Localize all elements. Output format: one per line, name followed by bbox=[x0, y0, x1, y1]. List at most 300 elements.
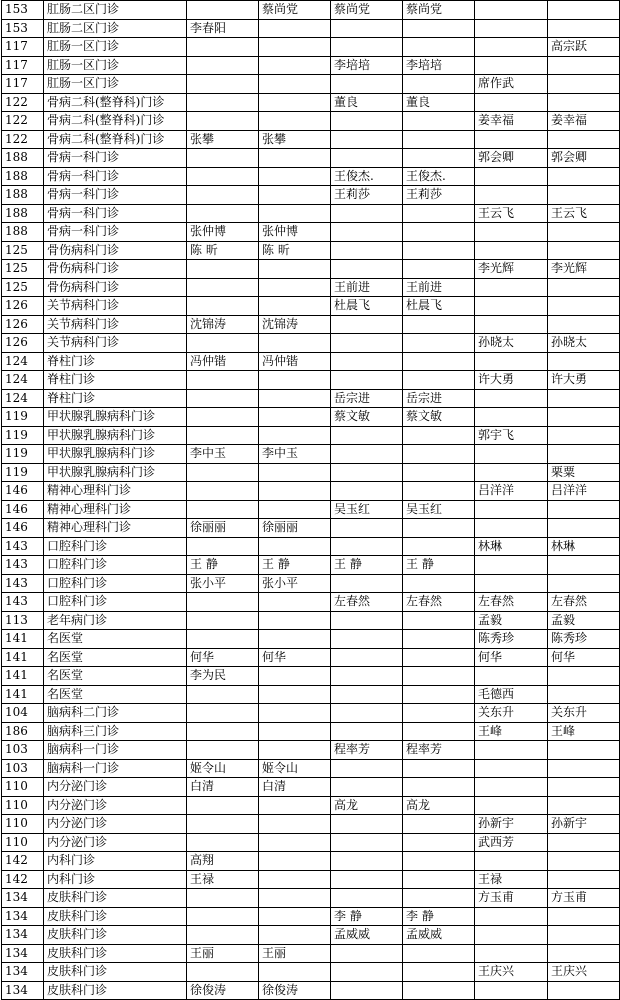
slot-3-cell bbox=[331, 445, 403, 464]
table-row bbox=[2, 741, 620, 760]
slot-2-cell bbox=[259, 611, 331, 630]
slot-2-cell bbox=[259, 796, 331, 815]
department-cell: 肛肠一区门诊 bbox=[44, 56, 187, 75]
slot-5-cell: 王禄 bbox=[475, 870, 548, 889]
table-row bbox=[2, 482, 620, 501]
table-row bbox=[2, 93, 620, 112]
room-number-cell: 119 bbox=[2, 445, 44, 464]
slot-2-cell bbox=[259, 19, 331, 38]
slot-6-cell bbox=[548, 426, 620, 445]
slot-3-cell bbox=[331, 778, 403, 797]
slot-6-cell bbox=[548, 926, 620, 945]
slot-2-cell bbox=[259, 389, 331, 408]
room-number-cell: 146 bbox=[2, 500, 44, 519]
room-number-cell: 188 bbox=[2, 223, 44, 242]
slot-5-cell bbox=[475, 389, 548, 408]
room-number-cell: 122 bbox=[2, 93, 44, 112]
slot-3-cell bbox=[331, 852, 403, 871]
slot-2-cell: 蔡尚党 bbox=[259, 1, 331, 20]
room-number-cell: 134 bbox=[2, 963, 44, 982]
slot-5-cell: 郭会卿 bbox=[475, 149, 548, 168]
slot-2-cell bbox=[259, 704, 331, 723]
slot-1-cell bbox=[187, 815, 259, 834]
slot-5-cell: 陈秀珍 bbox=[475, 630, 548, 649]
slot-1-cell bbox=[187, 1, 259, 20]
slot-3-cell bbox=[331, 685, 403, 704]
slot-4-cell: 孟威威 bbox=[403, 926, 475, 945]
department-cell: 皮肤科门诊 bbox=[44, 944, 187, 963]
slot-4-cell bbox=[403, 944, 475, 963]
slot-2-cell: 何华 bbox=[259, 648, 331, 667]
slot-1-cell bbox=[187, 963, 259, 982]
slot-5-cell: 李光辉 bbox=[475, 260, 548, 279]
slot-4-cell bbox=[403, 667, 475, 686]
slot-4-cell: 吴玉红 bbox=[403, 500, 475, 519]
slot-3-cell bbox=[331, 519, 403, 538]
department-cell: 肛肠二区门诊 bbox=[44, 1, 187, 20]
slot-1-cell: 王丽 bbox=[187, 944, 259, 963]
slot-4-cell: 王前进 bbox=[403, 278, 475, 297]
slot-6-cell: 李光辉 bbox=[548, 260, 620, 279]
slot-1-cell bbox=[187, 537, 259, 556]
slot-5-cell: 左春然 bbox=[475, 593, 548, 612]
slot-2-cell bbox=[259, 75, 331, 94]
slot-3-cell: 王 静 bbox=[331, 556, 403, 575]
department-cell: 骨病一科门诊 bbox=[44, 223, 187, 242]
slot-4-cell bbox=[403, 611, 475, 630]
slot-1-cell bbox=[187, 926, 259, 945]
slot-5-cell bbox=[475, 19, 548, 38]
slot-6-cell: 关东升 bbox=[548, 704, 620, 723]
department-cell: 皮肤科门诊 bbox=[44, 926, 187, 945]
slot-2-cell bbox=[259, 204, 331, 223]
slot-3-cell bbox=[331, 371, 403, 390]
slot-1-cell bbox=[187, 38, 259, 57]
room-number-cell: 110 bbox=[2, 833, 44, 852]
department-cell: 名医堂 bbox=[44, 685, 187, 704]
slot-6-cell bbox=[548, 852, 620, 871]
room-number-cell: 142 bbox=[2, 852, 44, 871]
table-row bbox=[2, 889, 620, 908]
slot-1-cell: 陈 昕 bbox=[187, 241, 259, 260]
slot-4-cell bbox=[403, 482, 475, 501]
slot-2-cell: 冯仲锴 bbox=[259, 352, 331, 371]
slot-3-cell bbox=[331, 981, 403, 1000]
slot-4-cell bbox=[403, 519, 475, 538]
department-cell: 内科门诊 bbox=[44, 870, 187, 889]
slot-3-cell bbox=[331, 112, 403, 131]
slot-3-cell: 高龙 bbox=[331, 796, 403, 815]
slot-2-cell bbox=[259, 334, 331, 353]
table-row bbox=[2, 593, 620, 612]
slot-1-cell bbox=[187, 593, 259, 612]
slot-4-cell bbox=[403, 19, 475, 38]
slot-6-cell: 许大勇 bbox=[548, 371, 620, 390]
slot-5-cell: 孟毅 bbox=[475, 611, 548, 630]
slot-6-cell bbox=[548, 907, 620, 926]
slot-5-cell: 方玉甫 bbox=[475, 889, 548, 908]
slot-3-cell bbox=[331, 241, 403, 260]
slot-2-cell: 李中玉 bbox=[259, 445, 331, 464]
slot-4-cell bbox=[403, 722, 475, 741]
slot-6-cell bbox=[548, 685, 620, 704]
slot-6-cell: 何华 bbox=[548, 648, 620, 667]
slot-4-cell bbox=[403, 981, 475, 1000]
slot-3-cell: 岳宗进 bbox=[331, 389, 403, 408]
slot-6-cell bbox=[548, 130, 620, 149]
slot-2-cell: 张攀 bbox=[259, 130, 331, 149]
department-cell: 内分泌门诊 bbox=[44, 815, 187, 834]
department-cell: 骨病二科(整脊科)门诊 bbox=[44, 112, 187, 131]
slot-4-cell bbox=[403, 685, 475, 704]
table-row bbox=[2, 186, 620, 205]
slot-1-cell: 何华 bbox=[187, 648, 259, 667]
department-cell: 肛肠一区门诊 bbox=[44, 38, 187, 57]
room-number-cell: 103 bbox=[2, 741, 44, 760]
slot-2-cell bbox=[259, 186, 331, 205]
slot-3-cell bbox=[331, 482, 403, 501]
slot-5-cell bbox=[475, 796, 548, 815]
room-number-cell: 141 bbox=[2, 667, 44, 686]
table-row bbox=[2, 907, 620, 926]
slot-2-cell bbox=[259, 537, 331, 556]
department-cell: 脑病科三门诊 bbox=[44, 722, 187, 741]
table-row bbox=[2, 75, 620, 94]
slot-4-cell bbox=[403, 574, 475, 593]
table-row bbox=[2, 426, 620, 445]
slot-3-cell bbox=[331, 630, 403, 649]
slot-6-cell: 孟毅 bbox=[548, 611, 620, 630]
slot-3-cell: 王莉莎 bbox=[331, 186, 403, 205]
slot-4-cell: 王 静 bbox=[403, 556, 475, 575]
table-row bbox=[2, 852, 620, 871]
room-number-cell: 188 bbox=[2, 167, 44, 186]
table-row bbox=[2, 685, 620, 704]
room-number-cell: 117 bbox=[2, 75, 44, 94]
slot-5-cell: 王庆兴 bbox=[475, 963, 548, 982]
slot-1-cell bbox=[187, 833, 259, 852]
table-row bbox=[2, 19, 620, 38]
slot-5-cell bbox=[475, 130, 548, 149]
table-row bbox=[2, 722, 620, 741]
schedule-table-body bbox=[2, 1, 620, 1000]
slot-5-cell bbox=[475, 93, 548, 112]
slot-2-cell: 徐丽丽 bbox=[259, 519, 331, 538]
slot-1-cell: 高翔 bbox=[187, 852, 259, 871]
department-cell: 骨伤病科门诊 bbox=[44, 260, 187, 279]
table-row bbox=[2, 759, 620, 778]
department-cell: 皮肤科门诊 bbox=[44, 981, 187, 1000]
slot-3-cell: 吴玉红 bbox=[331, 500, 403, 519]
room-number-cell: 143 bbox=[2, 556, 44, 575]
department-cell: 老年病门诊 bbox=[44, 611, 187, 630]
department-cell: 口腔科门诊 bbox=[44, 556, 187, 575]
slot-4-cell bbox=[403, 130, 475, 149]
table-row bbox=[2, 463, 620, 482]
slot-5-cell: 郭宇飞 bbox=[475, 426, 548, 445]
slot-6-cell bbox=[548, 667, 620, 686]
slot-3-cell: 杜晨飞 bbox=[331, 297, 403, 316]
department-cell: 肛肠二区门诊 bbox=[44, 19, 187, 38]
slot-1-cell bbox=[187, 482, 259, 501]
slot-1-cell: 姬令山 bbox=[187, 759, 259, 778]
room-number-cell: 122 bbox=[2, 112, 44, 131]
slot-3-cell: 李 静 bbox=[331, 907, 403, 926]
slot-3-cell bbox=[331, 426, 403, 445]
slot-5-cell bbox=[475, 944, 548, 963]
slot-5-cell bbox=[475, 519, 548, 538]
slot-1-cell bbox=[187, 186, 259, 205]
room-number-cell: 146 bbox=[2, 482, 44, 501]
slot-4-cell: 杜晨飞 bbox=[403, 297, 475, 316]
slot-2-cell bbox=[259, 926, 331, 945]
slot-2-cell bbox=[259, 278, 331, 297]
department-cell: 甲状腺乳腺病科门诊 bbox=[44, 445, 187, 464]
slot-3-cell bbox=[331, 75, 403, 94]
slot-4-cell bbox=[403, 445, 475, 464]
room-number-cell: 153 bbox=[2, 19, 44, 38]
department-cell: 骨伤病科门诊 bbox=[44, 278, 187, 297]
table-row bbox=[2, 704, 620, 723]
slot-2-cell bbox=[259, 500, 331, 519]
slot-1-cell: 白清 bbox=[187, 778, 259, 797]
room-number-cell: 103 bbox=[2, 759, 44, 778]
department-cell: 精神心理科门诊 bbox=[44, 500, 187, 519]
slot-6-cell: 王峰 bbox=[548, 722, 620, 741]
slot-6-cell bbox=[548, 241, 620, 260]
table-row bbox=[2, 926, 620, 945]
room-number-cell: 110 bbox=[2, 778, 44, 797]
table-row bbox=[2, 630, 620, 649]
table-row bbox=[2, 667, 620, 686]
slot-2-cell: 沈锦涛 bbox=[259, 315, 331, 334]
room-number-cell: 117 bbox=[2, 38, 44, 57]
slot-3-cell bbox=[331, 130, 403, 149]
slot-2-cell: 王 静 bbox=[259, 556, 331, 575]
slot-2-cell: 王丽 bbox=[259, 944, 331, 963]
slot-3-cell bbox=[331, 352, 403, 371]
slot-1-cell bbox=[187, 260, 259, 279]
slot-4-cell: 李 静 bbox=[403, 907, 475, 926]
slot-1-cell: 徐俊涛 bbox=[187, 981, 259, 1000]
slot-1-cell bbox=[187, 204, 259, 223]
slot-1-cell bbox=[187, 371, 259, 390]
slot-3-cell: 董良 bbox=[331, 93, 403, 112]
department-cell: 内分泌门诊 bbox=[44, 778, 187, 797]
slot-5-cell: 孙晓太 bbox=[475, 334, 548, 353]
slot-2-cell bbox=[259, 56, 331, 75]
slot-2-cell bbox=[259, 593, 331, 612]
slot-5-cell bbox=[475, 778, 548, 797]
slot-3-cell: 左春然 bbox=[331, 593, 403, 612]
slot-3-cell: 王俊杰. bbox=[331, 167, 403, 186]
department-cell: 骨病二科(整脊科)门诊 bbox=[44, 130, 187, 149]
slot-6-cell bbox=[548, 741, 620, 760]
slot-6-cell bbox=[548, 500, 620, 519]
slot-5-cell bbox=[475, 926, 548, 945]
slot-6-cell: 孙晓太 bbox=[548, 334, 620, 353]
slot-6-cell bbox=[548, 167, 620, 186]
table-row bbox=[2, 352, 620, 371]
slot-6-cell bbox=[548, 93, 620, 112]
slot-4-cell bbox=[403, 352, 475, 371]
slot-5-cell: 关东升 bbox=[475, 704, 548, 723]
table-row bbox=[2, 574, 620, 593]
slot-2-cell bbox=[259, 722, 331, 741]
table-row bbox=[2, 500, 620, 519]
slot-5-cell: 姜幸福 bbox=[475, 112, 548, 131]
slot-2-cell bbox=[259, 907, 331, 926]
slot-6-cell: 左春然 bbox=[548, 593, 620, 612]
slot-1-cell: 李春阳 bbox=[187, 19, 259, 38]
slot-1-cell: 李为民 bbox=[187, 667, 259, 686]
slot-1-cell bbox=[187, 389, 259, 408]
room-number-cell: 113 bbox=[2, 611, 44, 630]
slot-2-cell bbox=[259, 482, 331, 501]
slot-4-cell bbox=[403, 537, 475, 556]
table-row bbox=[2, 833, 620, 852]
slot-1-cell bbox=[187, 722, 259, 741]
slot-5-cell bbox=[475, 759, 548, 778]
slot-4-cell bbox=[403, 260, 475, 279]
slot-4-cell: 蔡文敏 bbox=[403, 408, 475, 427]
slot-4-cell: 高龙 bbox=[403, 796, 475, 815]
slot-2-cell: 张仲博 bbox=[259, 223, 331, 242]
slot-5-cell bbox=[475, 907, 548, 926]
table-row bbox=[2, 611, 620, 630]
slot-5-cell: 许大勇 bbox=[475, 371, 548, 390]
slot-5-cell bbox=[475, 500, 548, 519]
slot-6-cell bbox=[548, 75, 620, 94]
slot-4-cell bbox=[403, 463, 475, 482]
slot-3-cell bbox=[331, 149, 403, 168]
slot-5-cell bbox=[475, 556, 548, 575]
slot-5-cell bbox=[475, 223, 548, 242]
room-number-cell: 141 bbox=[2, 630, 44, 649]
slot-2-cell bbox=[259, 149, 331, 168]
slot-5-cell: 吕洋洋 bbox=[475, 482, 548, 501]
table-row bbox=[2, 796, 620, 815]
slot-2-cell bbox=[259, 297, 331, 316]
slot-3-cell: 程率芳 bbox=[331, 741, 403, 760]
room-number-cell: 188 bbox=[2, 186, 44, 205]
slot-2-cell bbox=[259, 852, 331, 871]
slot-2-cell: 张小平 bbox=[259, 574, 331, 593]
table-row bbox=[2, 56, 620, 75]
slot-5-cell bbox=[475, 297, 548, 316]
slot-4-cell bbox=[403, 889, 475, 908]
slot-2-cell bbox=[259, 667, 331, 686]
slot-4-cell bbox=[403, 334, 475, 353]
slot-4-cell bbox=[403, 778, 475, 797]
slot-4-cell bbox=[403, 815, 475, 834]
department-cell: 皮肤科门诊 bbox=[44, 907, 187, 926]
slot-3-cell bbox=[331, 537, 403, 556]
department-cell: 关节病科门诊 bbox=[44, 297, 187, 316]
slot-1-cell bbox=[187, 741, 259, 760]
department-cell: 脊柱门诊 bbox=[44, 389, 187, 408]
room-number-cell: 104 bbox=[2, 704, 44, 723]
slot-4-cell: 岳宗进 bbox=[403, 389, 475, 408]
slot-5-cell bbox=[475, 741, 548, 760]
slot-4-cell bbox=[403, 963, 475, 982]
slot-6-cell bbox=[548, 1, 620, 20]
department-cell: 口腔科门诊 bbox=[44, 593, 187, 612]
slot-3-cell bbox=[331, 722, 403, 741]
department-cell: 骨病一科门诊 bbox=[44, 149, 187, 168]
slot-2-cell bbox=[259, 463, 331, 482]
slot-3-cell bbox=[331, 667, 403, 686]
room-number-cell: 141 bbox=[2, 685, 44, 704]
slot-2-cell bbox=[259, 963, 331, 982]
room-number-cell: 124 bbox=[2, 371, 44, 390]
slot-3-cell: 李培培 bbox=[331, 56, 403, 75]
slot-6-cell: 王庆兴 bbox=[548, 963, 620, 982]
slot-4-cell bbox=[403, 852, 475, 871]
room-number-cell: 186 bbox=[2, 722, 44, 741]
department-cell: 脑病科一门诊 bbox=[44, 741, 187, 760]
slot-1-cell bbox=[187, 278, 259, 297]
table-row bbox=[2, 278, 620, 297]
slot-6-cell bbox=[548, 278, 620, 297]
slot-1-cell: 王 静 bbox=[187, 556, 259, 575]
department-cell: 脑病科二门诊 bbox=[44, 704, 187, 723]
slot-1-cell bbox=[187, 685, 259, 704]
department-cell: 内科门诊 bbox=[44, 852, 187, 871]
slot-3-cell bbox=[331, 260, 403, 279]
slot-6-cell bbox=[548, 981, 620, 1000]
slot-5-cell: 毛德西 bbox=[475, 685, 548, 704]
slot-6-cell bbox=[548, 445, 620, 464]
slot-2-cell: 姬令山 bbox=[259, 759, 331, 778]
slot-6-cell: 方玉甫 bbox=[548, 889, 620, 908]
slot-2-cell bbox=[259, 167, 331, 186]
room-number-cell: 126 bbox=[2, 334, 44, 353]
room-number-cell: 126 bbox=[2, 315, 44, 334]
slot-2-cell bbox=[259, 889, 331, 908]
slot-6-cell: 林琳 bbox=[548, 537, 620, 556]
slot-5-cell bbox=[475, 167, 548, 186]
slot-6-cell bbox=[548, 408, 620, 427]
slot-4-cell bbox=[403, 315, 475, 334]
room-number-cell: 134 bbox=[2, 981, 44, 1000]
slot-6-cell: 孙新宇 bbox=[548, 815, 620, 834]
slot-2-cell: 白清 bbox=[259, 778, 331, 797]
slot-2-cell bbox=[259, 630, 331, 649]
slot-2-cell bbox=[259, 38, 331, 57]
slot-5-cell: 孙新宇 bbox=[475, 815, 548, 834]
slot-1-cell: 李中玉 bbox=[187, 445, 259, 464]
department-cell: 骨病二科(整脊科)门诊 bbox=[44, 93, 187, 112]
slot-6-cell bbox=[548, 759, 620, 778]
slot-5-cell: 林琳 bbox=[475, 537, 548, 556]
slot-4-cell bbox=[403, 704, 475, 723]
table-row bbox=[2, 241, 620, 260]
table-row bbox=[2, 519, 620, 538]
slot-2-cell bbox=[259, 870, 331, 889]
slot-4-cell bbox=[403, 630, 475, 649]
slot-6-cell bbox=[548, 870, 620, 889]
table-row bbox=[2, 870, 620, 889]
table-row bbox=[2, 981, 620, 1000]
room-number-cell: 143 bbox=[2, 537, 44, 556]
slot-1-cell bbox=[187, 704, 259, 723]
slot-5-cell bbox=[475, 315, 548, 334]
slot-2-cell bbox=[259, 833, 331, 852]
department-cell: 骨病一科门诊 bbox=[44, 186, 187, 205]
department-cell: 骨病一科门诊 bbox=[44, 167, 187, 186]
slot-4-cell bbox=[403, 223, 475, 242]
